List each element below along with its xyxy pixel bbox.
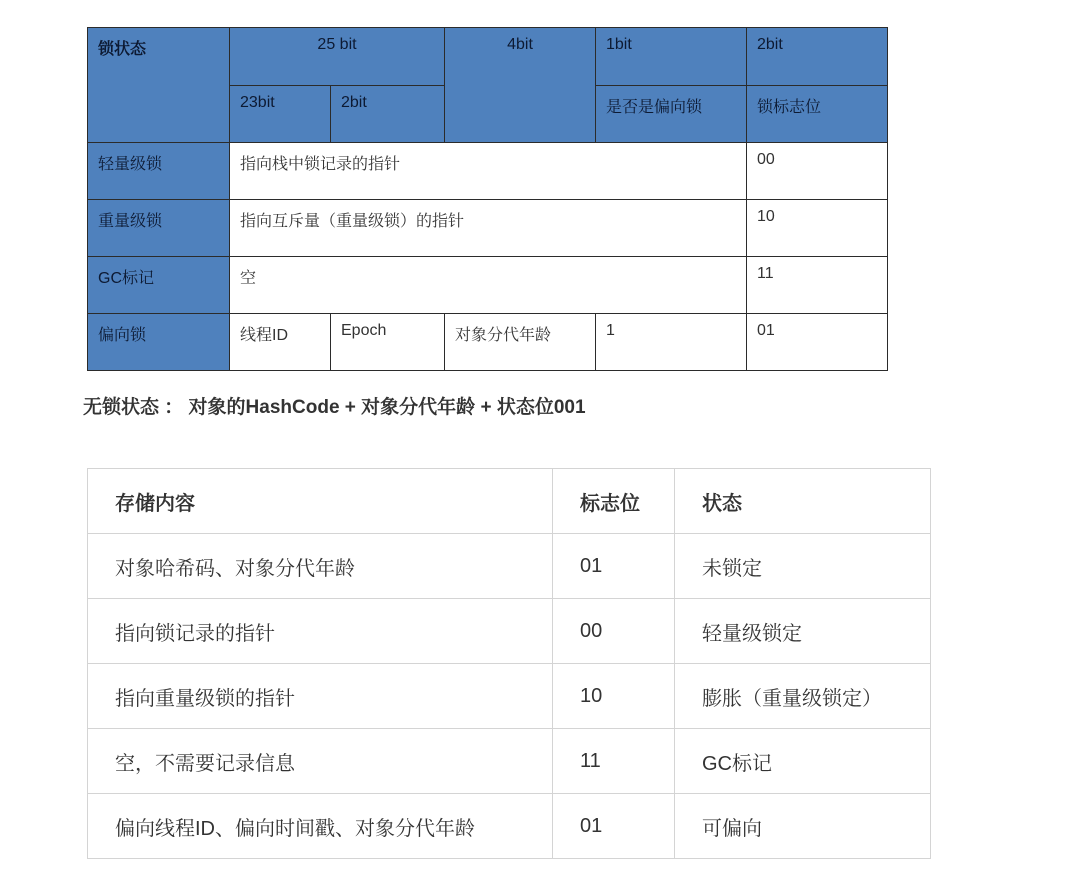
- header-flag: 标志位: [553, 469, 675, 534]
- cell-content: 对象哈希码、对象分代年龄: [88, 534, 553, 599]
- row-content-gc-mark: 空: [230, 257, 747, 314]
- row-biased: [88, 314, 888, 371]
- cell-state: 未锁定: [675, 534, 931, 599]
- row-content-lightweight: 指向栈中锁记录的指针: [230, 143, 747, 200]
- cell-state: 可偏向: [675, 794, 931, 859]
- cell-state: 轻量级锁定: [675, 599, 931, 664]
- state-table-header: [88, 469, 931, 534]
- row-content-heavyweight: 指向互斥量（重量级锁）的指针: [230, 200, 747, 257]
- row-flag-biased: 01: [747, 314, 888, 371]
- cell-flag: 10: [553, 664, 675, 729]
- header-4bit: 4bit: [445, 28, 596, 143]
- cell-content: 指向锁记录的指针: [88, 599, 553, 664]
- row-epoch: Epoch: [331, 314, 445, 371]
- cell-flag: 00: [553, 599, 675, 664]
- row-age: 对象分代年龄: [445, 314, 596, 371]
- row-label-gc-mark: GC标记: [88, 257, 230, 314]
- cell-content: 指向重量级锁的指针: [88, 664, 553, 729]
- header-1bit: 1bit: [596, 28, 747, 86]
- lock-free-note: 无锁状态 ： 对象的HashCode + 对象分代年龄 + 状态位001: [83, 397, 586, 418]
- cell-content: 偏向线程ID、偏向时间戳、对象分代年龄: [88, 794, 553, 859]
- header-state: 状态: [675, 469, 931, 534]
- header-25bit: 25 bit: [230, 28, 445, 86]
- header-lock-flag: 锁标志位: [747, 86, 888, 143]
- table-row: [88, 664, 931, 729]
- row-gc-mark: [88, 257, 888, 314]
- table-row: [88, 534, 931, 599]
- cell-state: 膨胀（重量级锁定）: [675, 664, 931, 729]
- mark-word-table: [87, 27, 888, 371]
- row-thread-id: 线程ID: [230, 314, 331, 371]
- table-row: [88, 599, 931, 664]
- cell-state: GC标记: [675, 729, 931, 794]
- table-row: [88, 729, 931, 794]
- header-is-biased: 是否是偏向锁: [596, 86, 747, 143]
- header-2bit-sub: 2bit: [331, 86, 445, 143]
- row-lightweight: [88, 143, 888, 200]
- header-content: 存储内容: [88, 469, 553, 534]
- table-row: [88, 794, 931, 859]
- row-flag-gc-mark: 11: [747, 257, 888, 314]
- row-label-lightweight: 轻量级锁: [88, 143, 230, 200]
- header-2bit: 2bit: [747, 28, 888, 86]
- row-biased-bit: 1: [596, 314, 747, 371]
- header-23bit: 23bit: [230, 86, 331, 143]
- cell-content: 空，不需要记录信息: [88, 729, 553, 794]
- row-label-biased: 偏向锁: [88, 314, 230, 371]
- row-heavyweight: [88, 200, 888, 257]
- row-label-heavyweight: 重量级锁: [88, 200, 230, 257]
- cell-flag: 01: [553, 794, 675, 859]
- header-lock-state: 锁状态: [88, 28, 230, 143]
- row-flag-heavyweight: 10: [747, 200, 888, 257]
- cell-flag: 01: [553, 534, 675, 599]
- cell-flag: 11: [553, 729, 675, 794]
- lock-state-table: [87, 468, 931, 859]
- row-flag-lightweight: 00: [747, 143, 888, 200]
